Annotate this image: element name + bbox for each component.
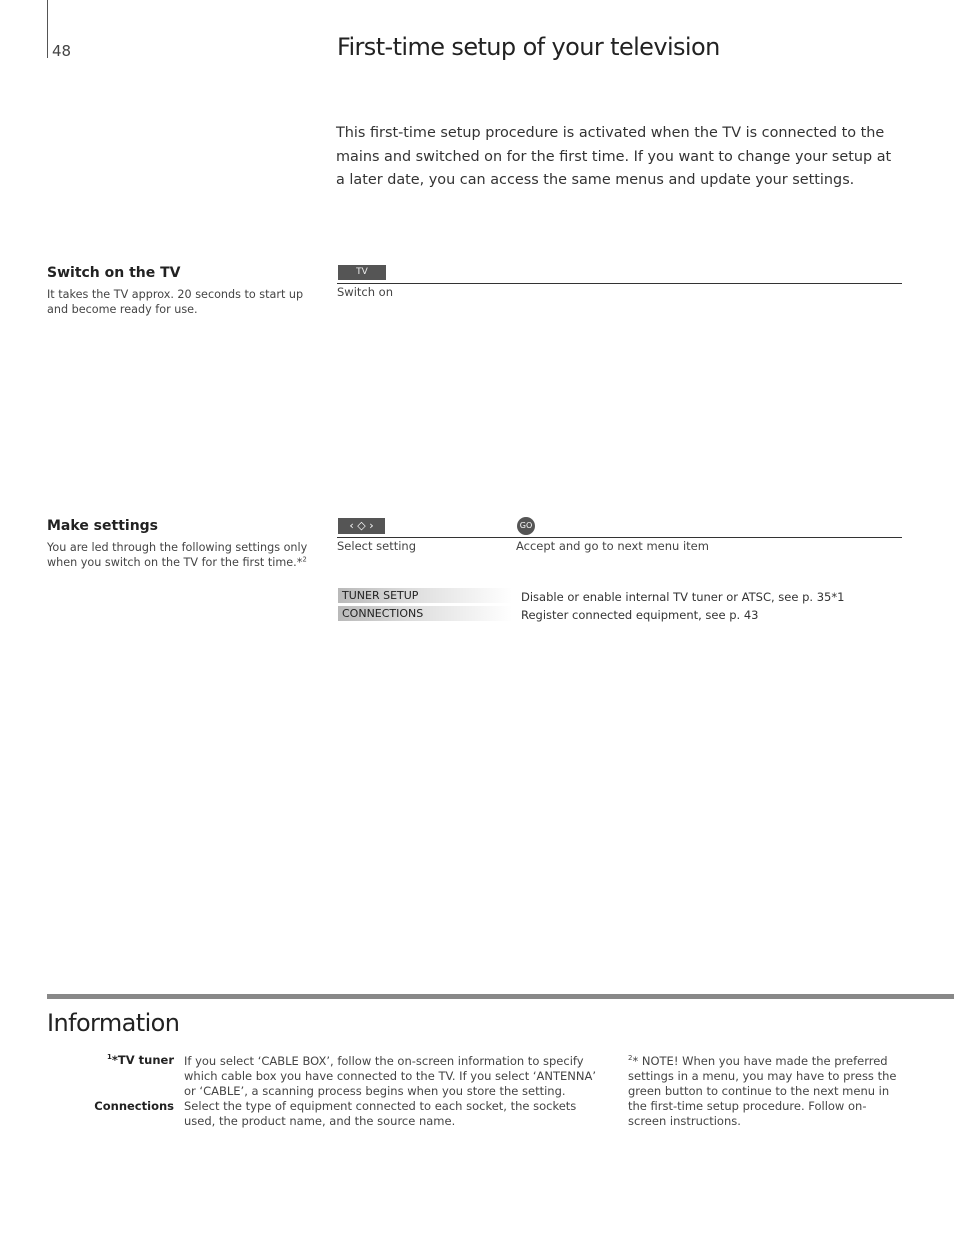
switch-on-rule [337, 283, 902, 284]
footnote-mark-2: 2 [628, 1054, 633, 1063]
page-number: 48 [52, 42, 72, 60]
menu-item-tuner-setup-description: Disable or enable internal TV tuner or ATSC, see p. 35*1 [521, 590, 845, 604]
tv-button-icon: TV [338, 265, 386, 280]
menu-item-connections: CONNECTIONS [338, 606, 512, 621]
accept-caption: Accept and go to next menu item [516, 539, 709, 553]
info-term-tv-tuner: $^1$*TV tuner [107, 1053, 174, 1067]
information-divider [47, 994, 954, 999]
menu-item-tuner-setup: TUNER SETUP [338, 588, 512, 603]
switch-on-caption: Switch on [337, 285, 394, 299]
margin-rule [47, 0, 48, 58]
go-button-icon: GO [517, 517, 535, 535]
switch-on-heading: Switch on the TV [47, 265, 181, 281]
intro-paragraph: This first-time setup procedure is activated when the TV is connected to the mains and switched on for the first time. If you want to change your setup at a later date, you can access the same menus and update your settings. [336, 125, 892, 188]
information-title: Information [47, 1009, 180, 1037]
switch-on-description: It takes the TV approx. 20 seconds to start up and become ready for use. [47, 288, 304, 316]
page-title: First-time setup of your television [337, 33, 720, 61]
footnote-note: $^2$* NOTE! When you have made the preferred settings in a menu, you may have to press the green button to continue to the next menu in the first-time setup procedure. Follow on-screen instructions. [628, 1054, 897, 1128]
info-text-tv-tuner: If you select ‘CABLE BOX’, follow the on-screen information to specify which cable box you have connected to the TV. If you select ‘ANTENNA’ or ‘CABLE’, a scanning process begins when you store the setting. [184, 1054, 597, 1098]
navigation-arrows-icon: ‹ ◇ › [338, 518, 385, 534]
menu-item-connections-description: Register connected equipment, see p. 43 [521, 608, 759, 622]
footnote-ref-2: 2 [302, 555, 307, 564]
select-setting-caption: Select setting [337, 539, 417, 553]
make-settings-rule [337, 537, 902, 538]
footnote-ref-1: 1 [107, 1053, 112, 1062]
info-text-connections: Select the type of equipment connected to each socket, the sockets used, the product name, and the source name. [184, 1099, 577, 1128]
make-settings-description: You are led through the following settings only when you switch on the TV for the first time.*$^2$ [47, 541, 308, 569]
info-term-connections: Connections [94, 1099, 174, 1113]
make-settings-heading: Make settings [47, 518, 159, 534]
